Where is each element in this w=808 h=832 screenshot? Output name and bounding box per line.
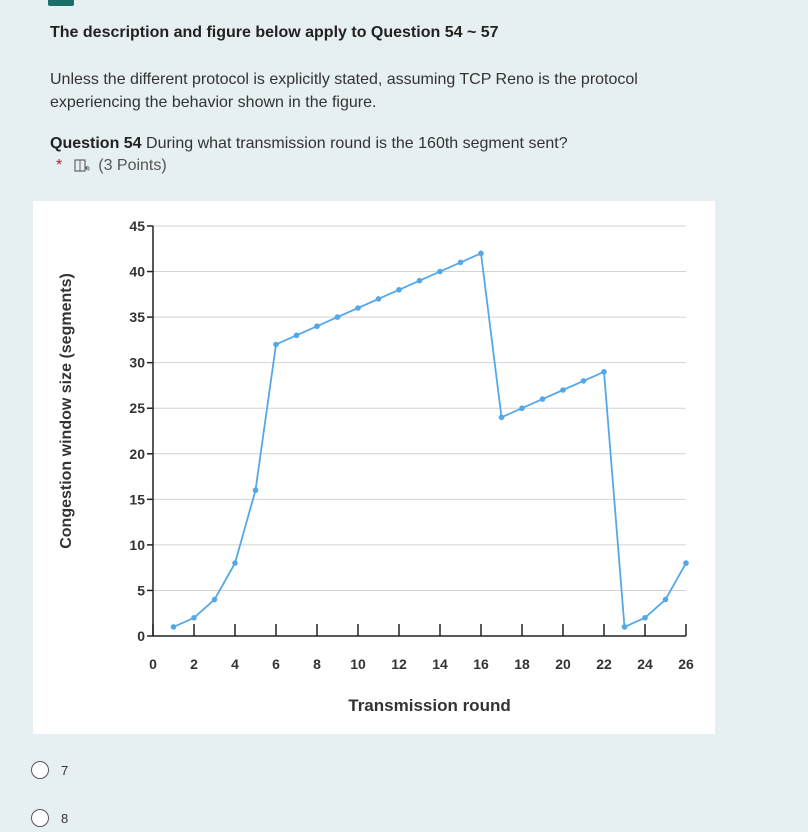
x-tick-label: 4 [231,656,239,672]
question-label: Question 54 [50,135,142,152]
y-tick-label: 5 [137,582,145,599]
x-tick-label: 2 [190,656,198,672]
required-mark: * [56,157,63,174]
option-label: 7 [61,762,69,778]
option-8[interactable] [31,809,68,827]
data-point [458,260,464,266]
x-tick-label: 20 [555,656,571,672]
radio-circle[interactable] [31,761,49,779]
data-point [232,560,238,566]
y-axis-label: Congestion window size (segments) [58,273,75,549]
data-point [499,415,505,421]
question-number-tab [48,0,74,6]
x-tick-label: 24 [637,656,653,672]
y-tick-label: 35 [129,309,145,326]
data-point [191,615,197,621]
data-point [417,278,423,284]
data-point [314,323,320,329]
data-point [478,251,484,257]
x-tick-label: 14 [432,656,448,672]
question-title [50,135,568,153]
data-point [253,487,259,493]
data-point [519,405,525,411]
data-point [355,305,361,311]
y-tick-label: 0 [137,628,145,644]
y-tick-label: 40 [129,263,145,280]
data-point [663,597,669,603]
data-point [171,624,177,630]
x-tick-label: 18 [514,656,530,672]
option-7[interactable] [31,761,68,779]
data-point [335,314,341,320]
x-tick-label: 12 [391,656,407,672]
chart-svg [33,201,715,734]
y-tick-label: 25 [129,400,145,417]
data-point [581,378,587,384]
x-tick-label: 22 [596,656,612,672]
x-axis-label: Transmission round [348,696,511,715]
x-tick-label: 16 [473,656,489,672]
data-point [212,597,218,603]
section-heading: The description and figure below apply to Question 54 ~ 57 [50,24,499,41]
question-meta [56,157,167,175]
option-label: 8 [61,810,69,826]
y-tick-label: 10 [129,536,145,553]
data-point [683,560,689,566]
data-point [273,342,279,348]
data-point [642,615,648,621]
x-tick-label: 6 [272,656,280,672]
y-tick-label: 45 [129,218,145,234]
data-point [622,624,628,630]
question-text: During what transmission round is the 160th segment sent? [141,135,568,152]
x-tick-label: 10 [350,656,366,672]
data-point [601,369,607,375]
x-tick-label: 8 [313,656,321,672]
y-tick-label: 30 [129,354,145,371]
x-tick-label: 0 [149,656,157,672]
series-line [174,253,687,627]
data-point [376,296,382,302]
points-label: (3 Points) [98,157,167,174]
description-text: Unless the different protocol is explicitly stated, assuming TCP Reno is the protocol experiencing the behavior shown in the figure. [50,71,638,111]
cwnd-chart [33,201,715,734]
y-tick-label: 20 [129,445,145,462]
data-point [396,287,402,293]
immersive-reader-icon[interactable] [74,159,90,173]
data-point [437,269,443,275]
y-tick-label: 15 [129,491,145,508]
data-point [294,333,300,339]
radio-circle[interactable] [31,809,49,827]
data-point [560,387,566,393]
data-point [540,396,546,402]
x-tick-label: 26 [678,656,694,672]
